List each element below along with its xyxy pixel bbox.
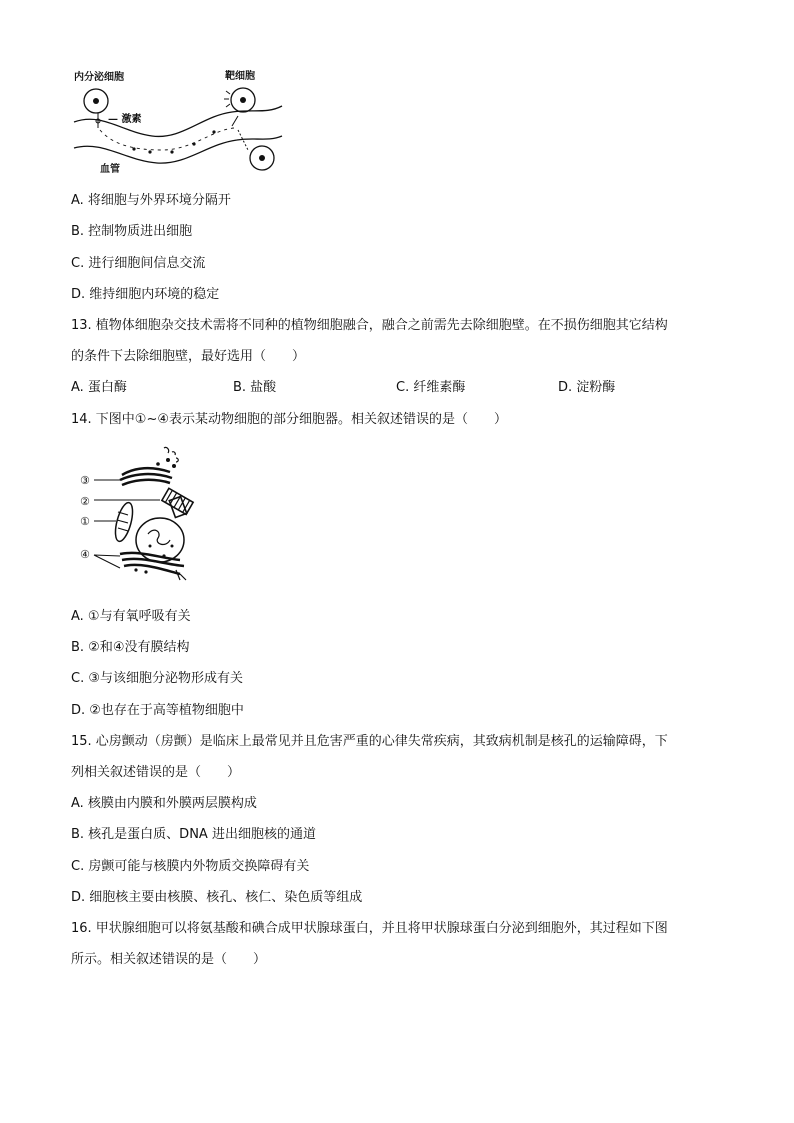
golgi-apparatus [120, 468, 172, 485]
q14-option-a: A. ①与有氧呼吸有关 [71, 609, 191, 624]
q15-option-d: D. 细胞核主要由核膜、核孔、核仁、染色质等组成 [71, 890, 363, 905]
q14-option-d: D. ②也存在于高等植物细胞中 [71, 703, 244, 718]
q13-option-d: D. 淀粉酶 [558, 380, 616, 395]
q16-stem-line2: 所示。相关叙述错误的是（ ） [71, 952, 267, 967]
golgi-vesicle [156, 462, 160, 466]
label-1: ① [80, 515, 90, 528]
label-2: ② [80, 495, 90, 508]
chromatin-dot [171, 545, 174, 548]
target-cell-label: 靶细胞 [225, 71, 255, 82]
ribosome [144, 570, 147, 573]
q12-option-b: B. 控制物质进出细胞 [71, 224, 193, 239]
er-mark [176, 570, 186, 580]
hormone-dot [170, 150, 173, 153]
q14-stem: 14. 下图中①~④表示某动物细胞的部分细胞器。相关叙述错误的是（ ） [71, 412, 508, 427]
hormone-dot [212, 130, 215, 133]
vessel-label: 血管 [100, 164, 120, 175]
q15-option-a: A. 核膜由内膜和外膜两层膜构成 [71, 796, 257, 811]
q13-option-c: C. 纤维素酶 [396, 380, 466, 395]
q13-options [71, 379, 731, 397]
q13-option-b: B. 盐酸 [233, 380, 277, 395]
vessel-wall-top [74, 106, 282, 136]
chromatin-dot [149, 545, 152, 548]
organelle-figure [80, 442, 196, 588]
q13-option-a: A. 蛋白酶 [71, 380, 127, 395]
receptor-marks [224, 91, 230, 107]
label-3: ③ [80, 474, 90, 487]
q14-option-c: C. ③与该细胞分泌物形成有关 [71, 671, 243, 686]
q12-option-c: C. 进行细胞间信息交流 [71, 256, 206, 271]
chromatin [148, 530, 170, 544]
q15-option-c: C. 房颤可能与核膜内外物质交换障碍有关 [71, 859, 310, 874]
hormone-label: — 激素 [108, 114, 142, 125]
q14-option-b: B. ②和④没有膜结构 [71, 640, 190, 655]
hormone-dot [148, 150, 151, 153]
target-cell-1-nucleus [240, 97, 246, 103]
endocrine-cell-nucleus [93, 98, 99, 104]
ribosome [162, 554, 165, 557]
pointer-4 [94, 555, 120, 568]
q12-option-d: D. 维持细胞内环境的稳定 [71, 287, 220, 302]
q16-stem-line1: 16. 甲状腺细胞可以将氨基酸和碘合成甲状腺球蛋白，并且将甲状腺球蛋白分泌到细胞外，其过程如下图 [71, 921, 668, 936]
q15-stem-line2: 列相关叙述错误的是（ ） [71, 765, 241, 780]
q13-stem-line1: 13. 植物体细胞杂交技术需将不同种的植物细胞融合，融合之前需先去除细胞壁。在不损伤细胞其它结构 [71, 318, 668, 333]
q15-stem-line1: 15. 心房颤动（房颤）是临床上最常见并且危害严重的心律失常疾病，其致病机制是核孔的运输障碍，下 [71, 734, 668, 749]
endoplasmic-reticulum [120, 553, 184, 574]
golgi-vesicle [172, 464, 176, 468]
vessel-wall-bottom [74, 136, 282, 163]
centriole [162, 488, 193, 514]
hormone-dot [132, 147, 135, 150]
q12-option-a: A. 将细胞与外界环境分隔开 [71, 193, 231, 208]
q15-option-b: B. 核孔是蛋白质、DNA 进出细胞核的通道 [71, 827, 316, 842]
q13-stem-line2: 的条件下去除细胞壁，最好选用（ ） [71, 349, 306, 364]
endocrine-cell-label: 内分泌细胞 [74, 72, 124, 83]
golgi-vesicle [166, 458, 170, 462]
arrow-to-target-1 [232, 116, 238, 126]
hormone-signaling-figure [72, 66, 284, 178]
ribosome [134, 568, 137, 571]
hormone-dot [192, 142, 195, 145]
target-cell-2-nucleus [259, 155, 265, 161]
label-4: ④ [80, 548, 90, 561]
